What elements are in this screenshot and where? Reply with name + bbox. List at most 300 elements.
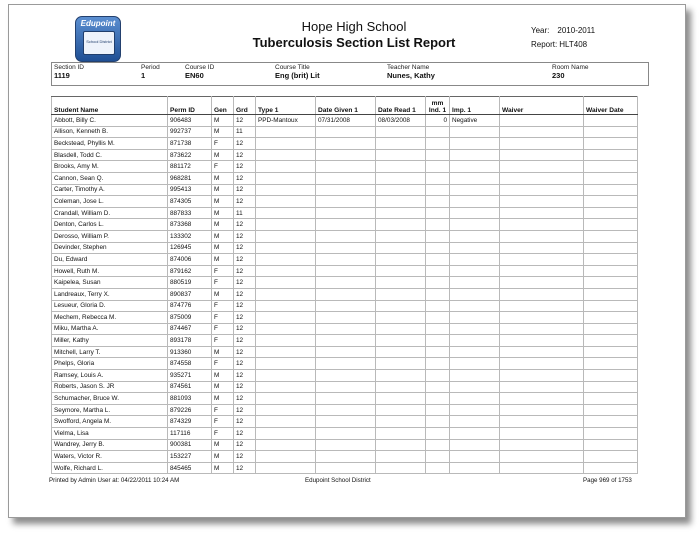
grade-cell: 12 bbox=[234, 462, 256, 474]
waiver-date-cell bbox=[584, 184, 638, 196]
impression-cell bbox=[450, 149, 500, 161]
waiver-date-cell bbox=[584, 196, 638, 208]
table-row bbox=[52, 370, 638, 382]
table-row bbox=[52, 115, 638, 127]
report-line bbox=[531, 40, 587, 49]
grade-cell: 12 bbox=[234, 346, 256, 358]
table-row bbox=[52, 300, 638, 312]
grade-cell: 12 bbox=[234, 149, 256, 161]
student-name-cell: Blasdell, Todd C. bbox=[52, 149, 168, 161]
type-cell bbox=[256, 242, 316, 254]
type-cell bbox=[256, 439, 316, 451]
col-induration bbox=[426, 97, 450, 115]
waiver-cell bbox=[500, 196, 584, 208]
perm-id-cell: 906483 bbox=[168, 115, 212, 127]
date-given-cell bbox=[316, 254, 376, 266]
type-cell bbox=[256, 323, 316, 335]
induration-cell bbox=[426, 277, 450, 289]
col-student-name: Student Name bbox=[52, 97, 168, 115]
gender-cell: M bbox=[212, 207, 234, 219]
grade-cell: 12 bbox=[234, 161, 256, 173]
impression-cell bbox=[450, 346, 500, 358]
date-given-cell bbox=[316, 219, 376, 231]
induration-cell: 0 bbox=[426, 115, 450, 127]
induration-cell bbox=[426, 242, 450, 254]
waiver-date-cell bbox=[584, 416, 638, 428]
waiver-cell bbox=[500, 138, 584, 150]
perm-id-cell: 913360 bbox=[168, 346, 212, 358]
perm-id-cell: 874305 bbox=[168, 196, 212, 208]
type-cell bbox=[256, 346, 316, 358]
induration-cell bbox=[426, 196, 450, 208]
induration-cell bbox=[426, 370, 450, 382]
waiver-cell bbox=[500, 161, 584, 173]
grade-cell: 12 bbox=[234, 312, 256, 324]
type-cell bbox=[256, 381, 316, 393]
waiver-date-cell bbox=[584, 219, 638, 231]
table-row bbox=[52, 381, 638, 393]
col-waiver: Waiver bbox=[500, 97, 584, 115]
date-given-cell bbox=[316, 439, 376, 451]
table-row bbox=[52, 184, 638, 196]
printed-by: Printed by Admin User at: 04/22/2011 10:24 AM bbox=[49, 477, 180, 484]
perm-id-cell: 879226 bbox=[168, 404, 212, 416]
student-name-cell: Kaipelea, Susan bbox=[52, 277, 168, 289]
grade-cell: 12 bbox=[234, 335, 256, 347]
type-cell bbox=[256, 254, 316, 266]
table-row bbox=[52, 346, 638, 358]
gender-cell: M bbox=[212, 370, 234, 382]
date-read-cell bbox=[376, 462, 426, 474]
perm-id-cell: 875009 bbox=[168, 312, 212, 324]
impression-cell bbox=[450, 265, 500, 277]
grade-cell: 12 bbox=[234, 219, 256, 231]
section-id-cell bbox=[54, 64, 84, 80]
date-read-cell bbox=[376, 300, 426, 312]
gender-cell: M bbox=[212, 288, 234, 300]
table-row bbox=[52, 335, 638, 347]
impression-cell bbox=[450, 416, 500, 428]
waiver-date-cell bbox=[584, 462, 638, 474]
impression-cell bbox=[450, 242, 500, 254]
gender-cell: M bbox=[212, 439, 234, 451]
impression-cell bbox=[450, 439, 500, 451]
perm-id-cell: 874006 bbox=[168, 254, 212, 266]
date-read-cell bbox=[376, 219, 426, 231]
perm-id-cell: 995413 bbox=[168, 184, 212, 196]
perm-id-cell: 887833 bbox=[168, 207, 212, 219]
type-cell bbox=[256, 172, 316, 184]
waiver-date-cell bbox=[584, 404, 638, 416]
year-value: 2010-2011 bbox=[557, 26, 596, 35]
date-read-cell bbox=[376, 393, 426, 405]
induration-cell bbox=[426, 462, 450, 474]
type-cell bbox=[256, 161, 316, 173]
grade-cell: 12 bbox=[234, 439, 256, 451]
gender-cell: M bbox=[212, 196, 234, 208]
student-name-cell: Crandall, William D. bbox=[52, 207, 168, 219]
perm-id-cell: 935271 bbox=[168, 370, 212, 382]
waiver-cell bbox=[500, 265, 584, 277]
section-id-value: 1119 bbox=[54, 71, 70, 80]
gender-cell: F bbox=[212, 277, 234, 289]
type-cell bbox=[256, 149, 316, 161]
col-impression: Imp. 1 bbox=[450, 97, 500, 115]
gender-cell: F bbox=[212, 300, 234, 312]
grade-cell: 12 bbox=[234, 230, 256, 242]
date-given-cell bbox=[316, 323, 376, 335]
waiver-cell bbox=[500, 346, 584, 358]
perm-id-cell: 893178 bbox=[168, 335, 212, 347]
student-name-cell: Miller, Kathy bbox=[52, 335, 168, 347]
grade-cell: 12 bbox=[234, 393, 256, 405]
period-cell bbox=[141, 64, 160, 80]
book-icon bbox=[83, 31, 115, 55]
perm-id-cell: 879162 bbox=[168, 265, 212, 277]
date-read-cell bbox=[376, 126, 426, 138]
report-label: Report: bbox=[531, 40, 558, 49]
table-row bbox=[52, 288, 638, 300]
gender-cell: F bbox=[212, 161, 234, 173]
impression-cell bbox=[450, 230, 500, 242]
induration-cell bbox=[426, 230, 450, 242]
waiver-date-cell bbox=[584, 242, 638, 254]
date-read-cell bbox=[376, 254, 426, 266]
date-given-cell bbox=[316, 161, 376, 173]
grade-cell: 12 bbox=[234, 381, 256, 393]
gender-cell: M bbox=[212, 230, 234, 242]
date-given-cell bbox=[316, 416, 376, 428]
waiver-date-cell bbox=[584, 358, 638, 370]
impression-cell: Negative bbox=[450, 115, 500, 127]
waiver-date-cell bbox=[584, 439, 638, 451]
table-row bbox=[52, 219, 638, 231]
type-cell bbox=[256, 358, 316, 370]
table-row bbox=[52, 196, 638, 208]
date-read-cell bbox=[376, 428, 426, 440]
grade-cell: 11 bbox=[234, 207, 256, 219]
waiver-cell bbox=[500, 358, 584, 370]
perm-id-cell: 900381 bbox=[168, 439, 212, 451]
date-given-cell bbox=[316, 346, 376, 358]
grade-cell: 12 bbox=[234, 265, 256, 277]
induration-cell bbox=[426, 219, 450, 231]
waiver-date-cell bbox=[584, 207, 638, 219]
waiver-date-cell bbox=[584, 346, 638, 358]
induration-cell bbox=[426, 161, 450, 173]
induration-cell bbox=[426, 381, 450, 393]
induration-cell bbox=[426, 126, 450, 138]
waiver-cell bbox=[500, 462, 584, 474]
grade-cell: 12 bbox=[234, 451, 256, 463]
waiver-date-cell bbox=[584, 265, 638, 277]
waiver-date-cell bbox=[584, 381, 638, 393]
grade-cell: 12 bbox=[234, 254, 256, 266]
waiver-cell bbox=[500, 312, 584, 324]
impression-cell bbox=[450, 323, 500, 335]
grade-cell: 12 bbox=[234, 277, 256, 289]
gender-cell: M bbox=[212, 149, 234, 161]
induration-cell bbox=[426, 393, 450, 405]
student-name-cell: Lesueur, Gloria D. bbox=[52, 300, 168, 312]
date-read-cell bbox=[376, 439, 426, 451]
table-row bbox=[52, 393, 638, 405]
type-cell bbox=[256, 196, 316, 208]
room-cell bbox=[552, 64, 588, 80]
gender-cell: M bbox=[212, 462, 234, 474]
waiver-date-cell bbox=[584, 254, 638, 266]
col-perm-id: Perm ID bbox=[168, 97, 212, 115]
date-read-cell bbox=[376, 172, 426, 184]
waiver-date-cell bbox=[584, 172, 638, 184]
waiver-date-cell bbox=[584, 149, 638, 161]
date-given-cell bbox=[316, 265, 376, 277]
waiver-cell bbox=[500, 184, 584, 196]
perm-id-cell: 881172 bbox=[168, 161, 212, 173]
date-read-cell bbox=[376, 416, 426, 428]
type-cell bbox=[256, 265, 316, 277]
grade-cell: 12 bbox=[234, 288, 256, 300]
col-induration-unit: mm bbox=[431, 100, 444, 107]
student-name-cell: Mitchell, Larry T. bbox=[52, 346, 168, 358]
type-cell bbox=[256, 288, 316, 300]
type-cell bbox=[256, 277, 316, 289]
date-given-cell bbox=[316, 149, 376, 161]
course-id-value: EN60 bbox=[185, 71, 204, 80]
impression-cell bbox=[450, 161, 500, 173]
student-name-cell: Waters, Victor R. bbox=[52, 451, 168, 463]
col-grade: Grd bbox=[234, 97, 256, 115]
type-cell bbox=[256, 393, 316, 405]
student-table bbox=[51, 96, 638, 474]
room-value: 230 bbox=[552, 71, 565, 80]
table-row bbox=[52, 149, 638, 161]
induration-cell bbox=[426, 439, 450, 451]
year-label: Year: bbox=[531, 26, 550, 35]
date-read-cell bbox=[376, 312, 426, 324]
impression-cell bbox=[450, 381, 500, 393]
grade-cell: 12 bbox=[234, 196, 256, 208]
col-gender: Gen bbox=[212, 97, 234, 115]
date-given-cell bbox=[316, 138, 376, 150]
date-read-cell bbox=[376, 138, 426, 150]
date-given-cell bbox=[316, 277, 376, 289]
date-given-cell bbox=[316, 370, 376, 382]
district-name: Edupoint School District bbox=[305, 477, 371, 484]
date-given-cell bbox=[316, 207, 376, 219]
student-name-cell: Brooks, Amy M. bbox=[52, 161, 168, 173]
impression-cell bbox=[450, 207, 500, 219]
course-title-label: Course Title bbox=[275, 64, 310, 71]
date-read-cell bbox=[376, 346, 426, 358]
gender-cell: M bbox=[212, 451, 234, 463]
student-name-cell: Allison, Kenneth B. bbox=[52, 126, 168, 138]
impression-cell bbox=[450, 404, 500, 416]
table-row bbox=[52, 462, 638, 474]
impression-cell bbox=[450, 370, 500, 382]
perm-id-cell: 153227 bbox=[168, 451, 212, 463]
date-given-cell bbox=[316, 172, 376, 184]
date-read-cell: 08/03/2008 bbox=[376, 115, 426, 127]
date-given-cell bbox=[316, 288, 376, 300]
student-name-cell: Abbott, Billy C. bbox=[52, 115, 168, 127]
teacher-cell bbox=[387, 64, 435, 80]
page-number: Page 969 of 1753 bbox=[583, 477, 632, 484]
impression-cell bbox=[450, 335, 500, 347]
waiver-cell bbox=[500, 439, 584, 451]
date-read-cell bbox=[376, 184, 426, 196]
teacher-value: Nunes, Kathy bbox=[387, 71, 435, 80]
waiver-cell bbox=[500, 288, 584, 300]
grade-cell: 12 bbox=[234, 323, 256, 335]
waiver-cell bbox=[500, 149, 584, 161]
induration-cell bbox=[426, 428, 450, 440]
waiver-date-cell bbox=[584, 230, 638, 242]
school-name: Hope High School bbox=[301, 19, 407, 34]
report-code: HLT408 bbox=[559, 40, 588, 49]
date-read-cell bbox=[376, 381, 426, 393]
col-date-read: Date Read 1 bbox=[376, 97, 426, 115]
table-row bbox=[52, 428, 638, 440]
gender-cell: F bbox=[212, 335, 234, 347]
waiver-date-cell bbox=[584, 451, 638, 463]
perm-id-cell: 874561 bbox=[168, 381, 212, 393]
waiver-cell bbox=[500, 335, 584, 347]
student-name-cell: Wandrey, Jerry B. bbox=[52, 439, 168, 451]
impression-cell bbox=[450, 300, 500, 312]
student-name-cell: Vielma, Lisa bbox=[52, 428, 168, 440]
date-read-cell bbox=[376, 404, 426, 416]
waiver-cell bbox=[500, 115, 584, 127]
student-name-cell: Denton, Carlos L. bbox=[52, 219, 168, 231]
induration-cell bbox=[426, 335, 450, 347]
type-cell bbox=[256, 312, 316, 324]
date-read-cell bbox=[376, 230, 426, 242]
waiver-date-cell bbox=[584, 115, 638, 127]
waiver-cell bbox=[500, 416, 584, 428]
table-row bbox=[52, 265, 638, 277]
induration-cell bbox=[426, 416, 450, 428]
impression-cell bbox=[450, 196, 500, 208]
grade-cell: 12 bbox=[234, 358, 256, 370]
date-given-cell bbox=[316, 335, 376, 347]
student-name-cell: Roberts, Jason S. JR bbox=[52, 381, 168, 393]
type-cell: PPD-Mantoux bbox=[256, 115, 316, 127]
impression-cell bbox=[450, 393, 500, 405]
impression-cell bbox=[450, 288, 500, 300]
perm-id-cell: 871738 bbox=[168, 138, 212, 150]
logo-subtext: School District bbox=[86, 39, 112, 44]
waiver-cell bbox=[500, 277, 584, 289]
perm-id-cell: 873368 bbox=[168, 219, 212, 231]
student-name-cell: Swofford, Angela M. bbox=[52, 416, 168, 428]
induration-cell bbox=[426, 138, 450, 150]
teacher-label: Teacher Name bbox=[387, 64, 430, 71]
waiver-cell bbox=[500, 428, 584, 440]
student-name-cell: Beckstead, Phyllis M. bbox=[52, 138, 168, 150]
student-name-cell: Landreaux, Terry X. bbox=[52, 288, 168, 300]
induration-cell bbox=[426, 149, 450, 161]
waiver-cell bbox=[500, 451, 584, 463]
type-cell bbox=[256, 230, 316, 242]
impression-cell bbox=[450, 184, 500, 196]
gender-cell: M bbox=[212, 254, 234, 266]
date-read-cell bbox=[376, 288, 426, 300]
col-induration-label: Ind. 1 bbox=[428, 107, 447, 114]
table-row bbox=[52, 358, 638, 370]
student-name-cell: Derosso, William P. bbox=[52, 230, 168, 242]
gender-cell: F bbox=[212, 323, 234, 335]
gender-cell: F bbox=[212, 138, 234, 150]
gender-cell: M bbox=[212, 184, 234, 196]
waiver-date-cell bbox=[584, 288, 638, 300]
gender-cell: F bbox=[212, 312, 234, 324]
type-cell bbox=[256, 126, 316, 138]
waiver-date-cell bbox=[584, 335, 638, 347]
impression-cell bbox=[450, 254, 500, 266]
col-type: Type 1 bbox=[256, 97, 316, 115]
waiver-cell bbox=[500, 254, 584, 266]
grade-cell: 12 bbox=[234, 416, 256, 428]
date-read-cell bbox=[376, 358, 426, 370]
table-row bbox=[52, 254, 638, 266]
impression-cell bbox=[450, 451, 500, 463]
student-name-cell: Wolfe, Richard L. bbox=[52, 462, 168, 474]
date-given-cell bbox=[316, 242, 376, 254]
perm-id-cell: 117116 bbox=[168, 428, 212, 440]
type-cell bbox=[256, 184, 316, 196]
type-cell bbox=[256, 404, 316, 416]
waiver-date-cell bbox=[584, 428, 638, 440]
student-name-cell: Ramsey, Louis A. bbox=[52, 370, 168, 382]
waiver-cell bbox=[500, 219, 584, 231]
impression-cell bbox=[450, 428, 500, 440]
col-date-given: Date Given 1 bbox=[316, 97, 376, 115]
course-id-cell bbox=[185, 64, 214, 80]
logo-text: Edupoint bbox=[80, 19, 116, 28]
waiver-cell bbox=[500, 393, 584, 405]
student-name-cell: Miku, Martha A. bbox=[52, 323, 168, 335]
grade-cell: 12 bbox=[234, 404, 256, 416]
table-row bbox=[52, 207, 638, 219]
impression-cell bbox=[450, 138, 500, 150]
induration-cell bbox=[426, 172, 450, 184]
type-cell bbox=[256, 451, 316, 463]
date-given-cell bbox=[316, 230, 376, 242]
gender-cell: M bbox=[212, 172, 234, 184]
impression-cell bbox=[450, 312, 500, 324]
impression-cell bbox=[450, 277, 500, 289]
table-row bbox=[52, 451, 638, 463]
gender-cell: M bbox=[212, 242, 234, 254]
course-title-cell bbox=[275, 64, 320, 80]
waiver-cell bbox=[500, 242, 584, 254]
impression-cell bbox=[450, 172, 500, 184]
waiver-date-cell bbox=[584, 370, 638, 382]
perm-id-cell: 126945 bbox=[168, 242, 212, 254]
waiver-date-cell bbox=[584, 161, 638, 173]
gender-cell: M bbox=[212, 381, 234, 393]
table-row bbox=[52, 242, 638, 254]
table-row bbox=[52, 312, 638, 324]
table-row bbox=[52, 439, 638, 451]
date-given-cell bbox=[316, 393, 376, 405]
section-id-label: Section ID bbox=[54, 64, 84, 71]
induration-cell bbox=[426, 451, 450, 463]
date-read-cell bbox=[376, 149, 426, 161]
student-name-cell: Devinder, Stephen bbox=[52, 242, 168, 254]
period-value: 1 bbox=[141, 71, 146, 80]
